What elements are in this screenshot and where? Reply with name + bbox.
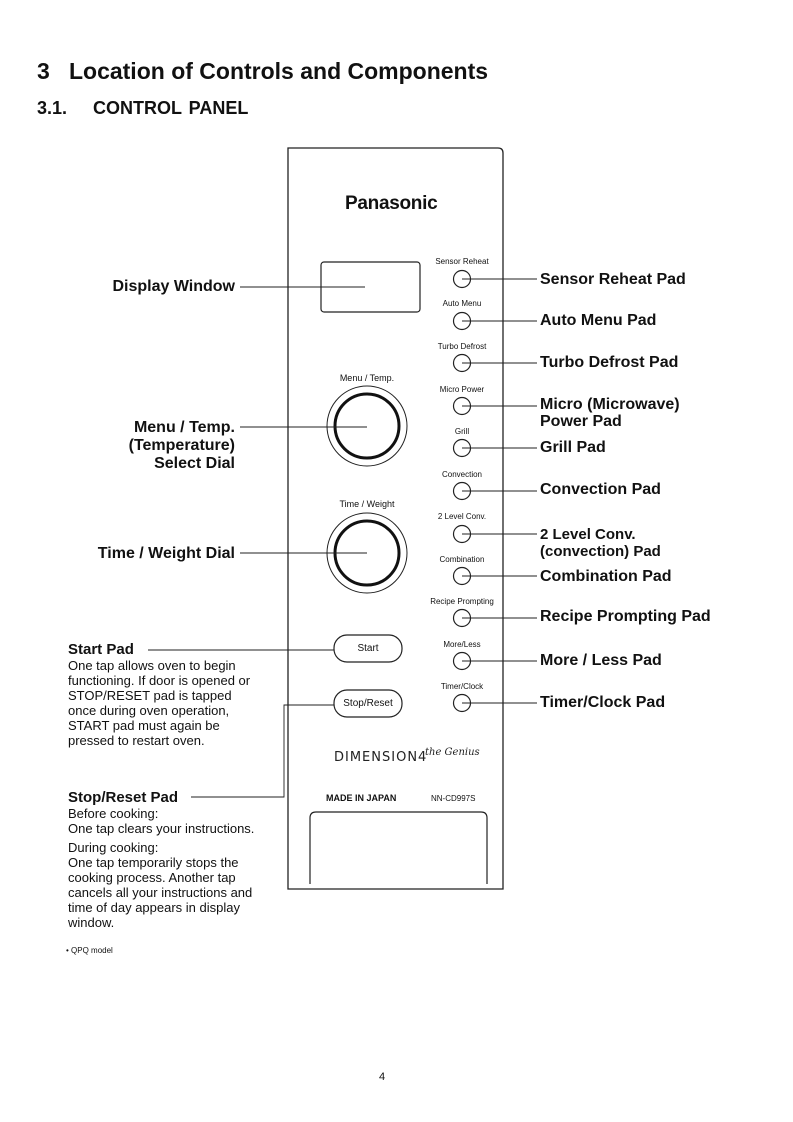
pad-label: Combination — [439, 555, 485, 564]
callout-more-less: More / Less Pad — [540, 652, 662, 669]
callout-grill: Grill Pad — [540, 439, 606, 456]
pad-label: More/Less — [443, 640, 481, 649]
callout-time-weight: Time / Weight Dial — [97, 545, 235, 562]
section-title: Location of Controls and Components — [68, 58, 489, 84]
callout-sensor-reheat: Sensor Reheat Pad — [540, 271, 686, 288]
subsection-number: 3.1. — [37, 98, 68, 118]
dimension4-logo — [334, 750, 427, 765]
stop-before-text: One tap clears your instructions. — [68, 821, 255, 836]
time-dial-label: Time / Weight — [339, 499, 395, 509]
footnote: • QPQ model — [66, 946, 113, 955]
menu-dial-ring — [327, 386, 407, 466]
stop-during-label: During cooking: — [68, 840, 159, 855]
made-in-label: MADE IN JAPAN — [326, 793, 397, 803]
model-number: NN-CD997S — [431, 794, 476, 803]
callout-menu-3: Select Dial — [154, 455, 235, 472]
section-number: 3 — [37, 58, 50, 84]
stop-before-label: Before cooking: — [68, 806, 159, 821]
pad-label: 2 Level Conv. — [437, 512, 487, 521]
door-pocket — [310, 812, 487, 884]
callout-2-level-2: (convection) Pad — [540, 543, 661, 560]
start-pad-text: One tap allows oven to begin functioning. If door is opened or STOP/RESET pad is tapped once during oven operation, START pad must again be pressed to restart oven. — [68, 658, 251, 748]
callout-micro-power-1: Micro (Microwave) — [540, 396, 680, 413]
dimension4-text: DIMENSION4 — [334, 750, 428, 765]
pad-label: Convection — [441, 470, 483, 479]
pad-label: Micro Power — [439, 385, 485, 394]
callout-recipe-prompting: Recipe Prompting Pad — [540, 608, 711, 625]
stop-pad-title: Stop/Reset Pad — [68, 789, 179, 806]
pad-label: Turbo Defrost — [437, 342, 487, 351]
callout-turbo-defrost: Turbo Defrost Pad — [540, 354, 679, 371]
pad-label: Sensor Reheat — [435, 257, 489, 266]
stop-reset-button[interactable]: Stop/Reset — [343, 698, 393, 709]
callout-2-level-1: 2 Level Conv. — [540, 526, 636, 543]
callout-menu-1: Menu / Temp. — [133, 419, 235, 436]
brand-logo: Panasonic — [345, 193, 438, 214]
callout-display-window: Display Window — [112, 278, 235, 295]
subsection-title: CONTROL PANEL — [93, 98, 249, 118]
pad-label: Grill — [454, 427, 470, 436]
stop-during-text: One tap temporarily stops the cooking process. Another tap cancels all your instructions and time of day appears in display window. — [68, 855, 253, 930]
pad-label: Timer/Clock — [440, 682, 484, 691]
start-pad-title: Start Pad — [68, 641, 134, 658]
pad-label: Recipe Prompting — [430, 597, 494, 606]
callout-auto-menu: Auto Menu Pad — [540, 312, 657, 329]
menu-dial — [335, 394, 399, 458]
callout-convection: Convection Pad — [540, 481, 661, 498]
callout-micro-power-2: Power Pad — [540, 413, 622, 430]
page-number: 4 — [379, 1071, 386, 1083]
genius-script: the Genius — [425, 747, 480, 758]
menu-dial-label: Menu / Temp. — [339, 373, 395, 383]
start-button[interactable]: Start — [357, 643, 379, 654]
callout-combination: Combination Pad — [540, 568, 672, 585]
pad-label: Auto Menu — [442, 299, 482, 308]
callout-timer-clock: Timer/Clock Pad — [540, 694, 666, 711]
callout-menu-2: (Temperature) — [128, 437, 235, 454]
